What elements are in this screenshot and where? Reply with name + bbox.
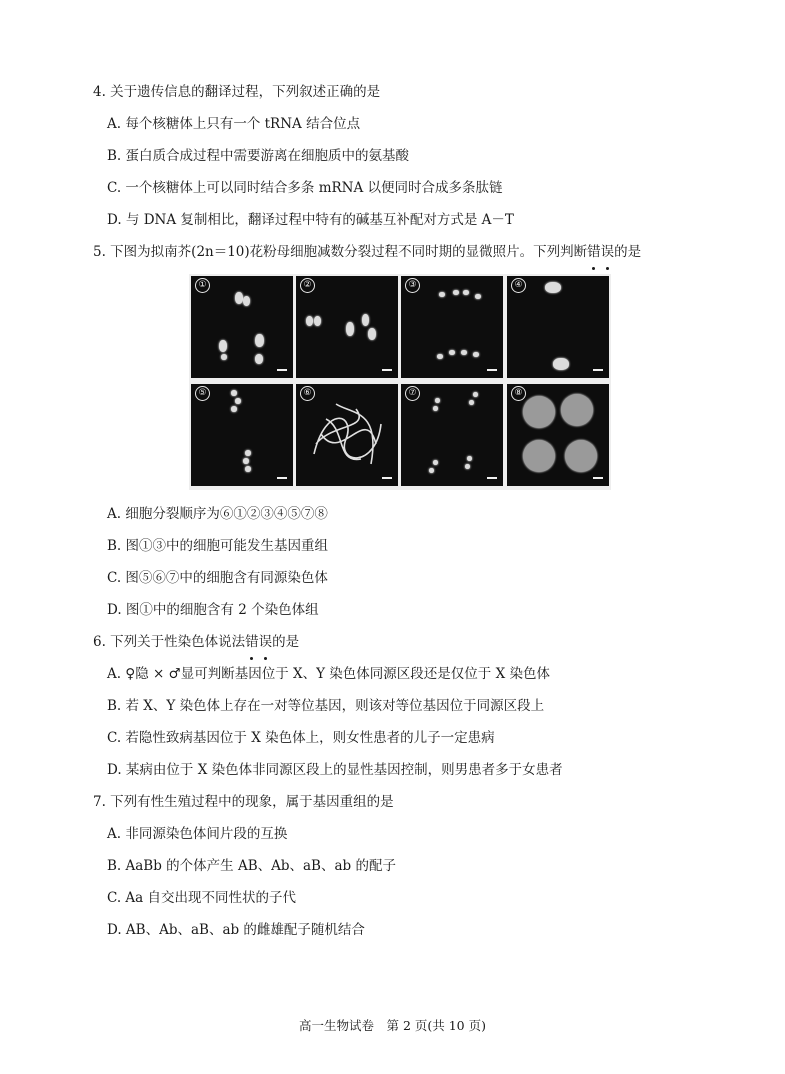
scale-bar (593, 477, 603, 479)
chromosome (231, 406, 237, 412)
scale-bar (382, 369, 392, 371)
chromosome (475, 294, 481, 299)
scale-bar (277, 369, 287, 371)
chromosome (221, 354, 227, 360)
scale-bar (382, 477, 392, 479)
chromosome (235, 292, 243, 304)
q5-stem (93, 243, 641, 261)
micrograph-panel-8 (507, 384, 609, 486)
emphasis-dot (592, 267, 595, 270)
q6-option-a: A. ♀隐 × ♂显可判断基因位于 X、Y 染色体同源区段还是仅位于 X 染色体 (107, 666, 550, 682)
chromosome (433, 406, 438, 411)
micrograph-panel-2 (296, 276, 398, 378)
emphasis-dot (264, 657, 267, 660)
chromosome (245, 450, 251, 456)
q4-option-a: A. 每个核糖体上只有一个 tRNA 结合位点 (107, 116, 361, 132)
chromosome (461, 350, 467, 355)
q6-stem-text: 6. 下列关于性染色体说法 (93, 634, 246, 650)
panel-number: ① (195, 278, 210, 293)
chromosome (429, 468, 434, 473)
panel-number: ② (300, 278, 315, 293)
nucleus (523, 440, 555, 472)
panel-number: ⑥ (300, 386, 315, 401)
chromosome (463, 290, 469, 295)
chromosome (467, 456, 472, 461)
scale-bar (487, 477, 497, 479)
q6-option-c: C. 若隐性致病基因位于 X 染色体上，则女性患者的儿子一定患病 (107, 730, 495, 746)
chromosome-cluster (553, 358, 569, 370)
q5-stem-tail: 的是 (614, 244, 642, 260)
panel-number: ⑦ (405, 386, 420, 401)
chromosome (433, 460, 438, 465)
scale-bar (277, 477, 287, 479)
chromosome (314, 316, 321, 326)
q7-stem: 7. 下列有性生殖过程中的现象，属于基因重组的是 (93, 794, 394, 810)
nucleus (561, 394, 593, 426)
emphasis-dot (606, 267, 609, 270)
chromosome (473, 392, 478, 397)
q5-emph-text: 错误 (587, 244, 615, 260)
scale-bar (487, 369, 497, 371)
panel-number: ⑤ (195, 386, 210, 401)
panel-number: ⑧ (511, 386, 526, 401)
chromosome (437, 354, 443, 359)
chromosome (346, 322, 354, 336)
q5-option-a: A. 细胞分裂顺序为⑥①②③④⑤⑦⑧ (107, 506, 328, 522)
chromosome (469, 400, 474, 405)
q4-option-b: B. 蛋白质合成过程中需要游离在细胞质中的氨基酸 (107, 148, 410, 164)
panel-number: ③ (405, 278, 420, 293)
page-footer: 高一生物试卷 第 2 页(共 10 页) (298, 1018, 486, 1033)
chromosome (235, 398, 241, 404)
nucleus (565, 440, 597, 472)
nucleus (523, 396, 555, 428)
micrograph-panel-4 (507, 276, 609, 378)
chromosome (473, 352, 479, 357)
chromosome (243, 458, 249, 464)
panel-number: ④ (511, 278, 526, 293)
q6-option-d: D. 某病由位于 X 染色体非同源区段上的显性基因控制，则男患者多于女患者 (107, 762, 563, 778)
chromosome (219, 340, 227, 352)
q4-stem: 4. 关于遗传信息的翻译过程，下列叙述正确的是 (93, 84, 381, 100)
chromosome (439, 292, 445, 297)
chromosome-cluster (545, 282, 561, 293)
chromosome (231, 390, 237, 396)
q5-stem-text: 5. 下图为拟南芥(2n＝10)花粉母细胞减数分裂过程不同时期的显微照片。下列判断 (93, 244, 588, 260)
q4-option-c: C. 一个核糖体上可以同时结合多条 mRNA 以便同时合成多条肽链 (107, 180, 503, 196)
q6-emph-text: 错误 (245, 634, 273, 650)
chromosome (435, 398, 440, 403)
micrograph-grid (189, 274, 611, 490)
q4-option-d: D. 与 DNA 复制相比，翻译过程中特有的碱基互补配对方式是 A－T (107, 212, 514, 228)
chromosome (245, 466, 251, 472)
chromosome (243, 296, 250, 306)
chromosome (255, 334, 264, 347)
q5-option-d: D. 图①中的细胞含有 2 个染色体组 (107, 602, 319, 618)
micrograph-panel-7 (401, 384, 503, 486)
chromosome (306, 316, 313, 326)
q6-option-b: B. 若 X、Y 染色体上存在一对等位基因，则该对等位基因位于同源区段上 (107, 698, 545, 714)
chromosome (453, 290, 459, 295)
scale-bar (593, 369, 603, 371)
micrograph-panel-3 (401, 276, 503, 378)
q7-option-b: B. AaBb 的个体产生 AB、Ab、aB、ab 的配子 (107, 858, 396, 874)
q6-stem (93, 633, 299, 651)
q6-stem-emphasis (245, 633, 272, 651)
chromosome (449, 350, 455, 355)
micrograph-panel-5 (191, 384, 293, 486)
micrograph-panel-6 (296, 384, 398, 486)
emphasis-dot (250, 657, 253, 660)
chromosome (255, 354, 263, 364)
chromosome (465, 464, 470, 469)
chromosome (368, 328, 376, 340)
q5-stem-emphasis (587, 243, 614, 261)
micrograph-panel-1 (191, 276, 293, 378)
synapsis-threads (296, 384, 398, 486)
q5-option-c: C. 图⑤⑥⑦中的细胞含有同源染色体 (107, 570, 328, 586)
q7-option-d: D. AB、Ab、aB、ab 的雌雄配子随机结合 (107, 922, 365, 938)
q7-option-c: C. Aa 自交出现不同性状的子代 (107, 890, 297, 906)
q7-option-a: A. 非同源染色体间片段的互换 (107, 826, 288, 842)
q5-option-b: B. 图①③中的细胞可能发生基因重组 (107, 538, 329, 554)
chromosome (362, 314, 369, 326)
q6-stem-tail: 的是 (272, 634, 300, 650)
